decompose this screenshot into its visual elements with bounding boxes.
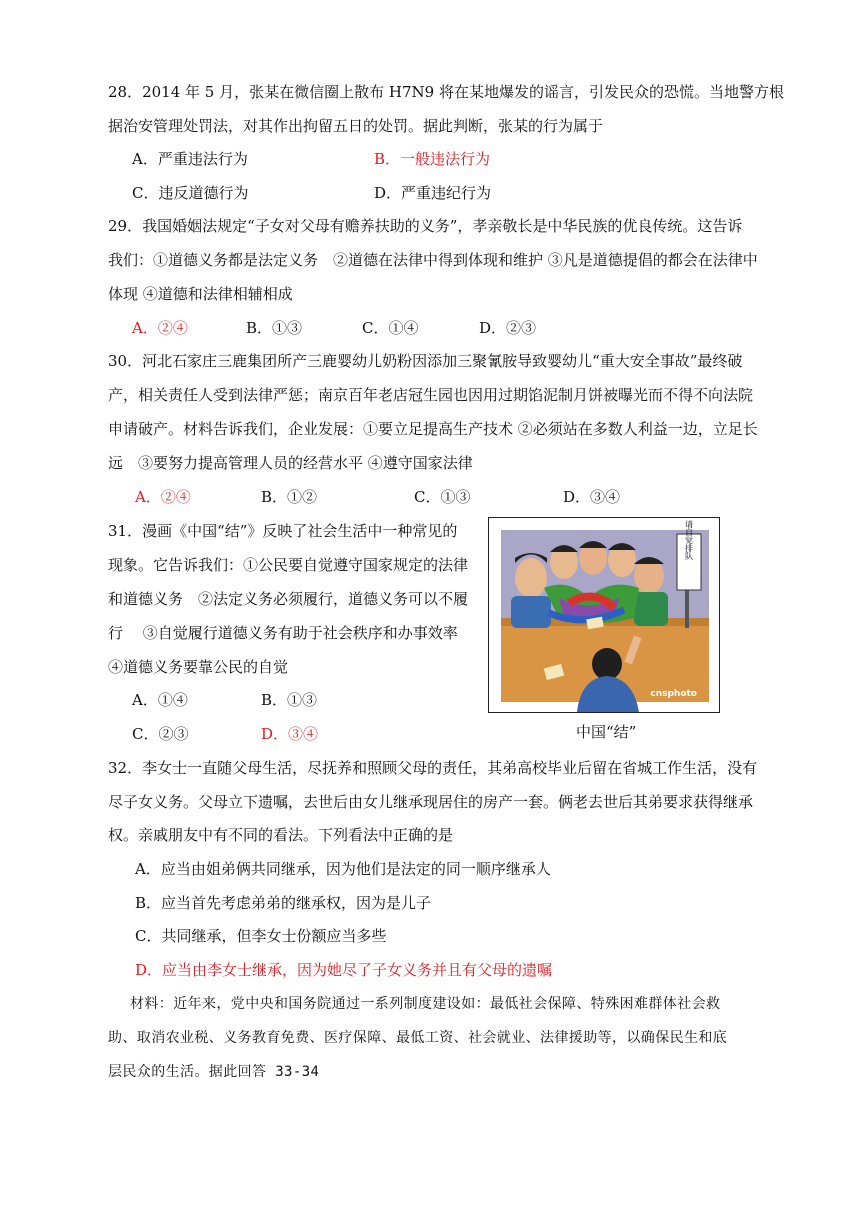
q30-option-b: B．①② — [261, 488, 318, 506]
q31-option-d-answer: D．③④ — [261, 725, 319, 743]
q28-stem-line1: 28．2014 年 5 月，张某在微信圈上散布 H7N9 将在某地爆发的谣言，引发民众的恐慌。当地警方根 — [108, 83, 784, 101]
q30-stem-line3: 申请破产。材料告诉我们，企业发展：①要立足提高生产技术 ②必须站在多数人利益一边，立足长 — [108, 420, 758, 438]
material-line3: 层民众的生活。据此回答 33-34 — [108, 1064, 320, 1080]
cartoon-figure — [488, 517, 720, 713]
q31-option-b: B．①③ — [261, 691, 318, 709]
q31-stem-line3: 和道德义务 ②法定义务必须履行，道德义务可以不履 — [108, 590, 469, 608]
cartoon-caption: 中国“结” — [576, 723, 637, 741]
q30-option-c: C．①③ — [414, 488, 471, 506]
q28-stem-line2: 据治安管理处罚法，对其作出拘留五日的处罚。据此判断，张某的行为属于 — [108, 117, 604, 135]
q31-stem-line4: 行 ③自觉履行道德义务有助于社会秩序和办事效率 — [108, 624, 458, 642]
q32-stem-line3: 权。亲戚朋友中有不同的看法。下列看法中正确的是 — [108, 826, 454, 844]
q32-option-d-answer: D．应当由李女士继承，因为她尽了子女义务并且有父母的遗嘱 — [135, 961, 553, 979]
q31-stem-line1: 31．漫画《中国“结”》反映了社会生活中一种常见的 — [108, 522, 458, 540]
q29-stem-line1: 29．我国婚姻法规定“子女对父母有赡养扶助的义务”，孝亲敬长是中华民族的优良传统。这告诉 — [108, 217, 743, 235]
q32-option-c: C．共同继承，但李女士份额应当多些 — [135, 927, 387, 945]
material-line2: 助、取消农业税、义务教育免费、医疗保障、最低工资、社会就业、法律援助等，以确保民生和底 — [108, 1030, 728, 1046]
q28-option-a: A．严重违法行为 — [132, 150, 248, 168]
q28-option-c: C．违反道德行为 — [132, 184, 249, 202]
q31-option-c: C．②③ — [132, 725, 189, 743]
q32-option-b: B．应当首先考虑弟弟的继承权，因为是儿子 — [135, 894, 432, 912]
q29-stem-line3: 体现 ④道德和法律相辅相成 — [108, 285, 293, 303]
q29-option-c: C．①④ — [362, 319, 419, 337]
material-line1: 材料：近年来，党中央和国务院通过一系列制度建设如：最低社会保障、特殊困难群体社会救 — [130, 996, 721, 1012]
q31-stem-line2: 现象。它告诉我们：①公民要自觉遵守国家规定的法律 — [108, 556, 469, 574]
q29-stem-line2: 我们：①道德义务都是法定义务 ②道德在法律中得到体现和维护 ③凡是道德提倡的都会在法律中 — [108, 251, 758, 269]
q29-option-b: B．①③ — [246, 319, 303, 337]
q28-option-d: D．严重违纪行为 — [374, 184, 492, 202]
q31-stem-line5: ④道德义务要靠公民的自觉 — [108, 658, 289, 676]
q31-option-a: A．①④ — [132, 691, 188, 709]
q32-stem-line2: 尽子女义务。父母立下遗嘱，去世后由女儿继承现居住的房产一套。俩老去世后其弟要求获得继承 — [108, 793, 754, 811]
q30-stem-line4: 远 ③要努力提高管理人员的经营水平 ④遵守国家法律 — [108, 454, 473, 472]
q28-option-b-answer: B．一般违法行为 — [374, 150, 491, 168]
q32-option-a: A．应当由姐弟俩共同继承，因为他们是法定的同一顺序继承人 — [135, 860, 551, 878]
cartoon-sign-text: 请自觉排队 — [684, 520, 694, 560]
q29-option-a-answer: A．②④ — [132, 319, 188, 337]
cartoon-watermark: cnsphoto — [650, 689, 697, 699]
q30-stem-line2: 产，相关责任人受到法律严惩；南京百年老店冠生园也因用过期馅泥制月饼被曝光而不得不向法院 — [108, 386, 754, 404]
q30-stem-line1: 30．河北石家庄三鹿集团所产三鹿婴幼儿奶粉因添加三聚氰胺导致婴幼儿“重大安全事故”最终破 — [108, 352, 743, 370]
q29-option-d: D．②③ — [479, 319, 537, 337]
cartoon-illustration — [489, 518, 719, 712]
q30-option-d: D．③④ — [563, 488, 621, 506]
q30-option-a-answer: A．②④ — [135, 488, 191, 506]
q32-stem-line1: 32．李女士一直随父母生活，尽抚养和照顾父母的责任，其弟高校毕业后留在省城工作生活，没有 — [108, 759, 758, 777]
